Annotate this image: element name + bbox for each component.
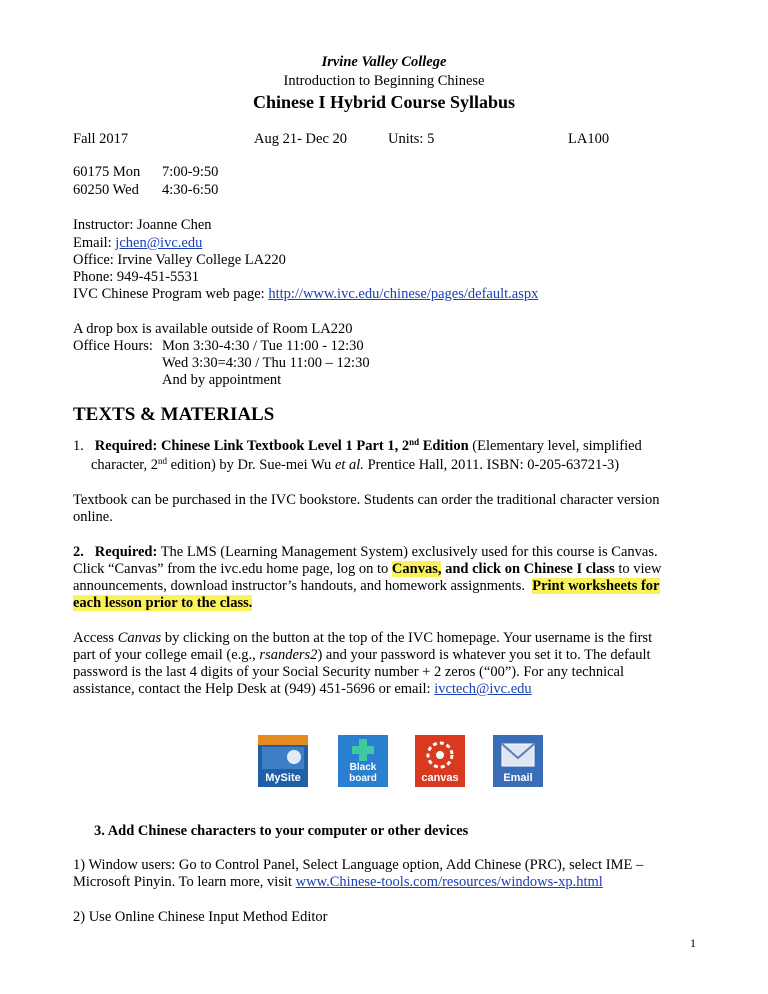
chinese-tools-link[interactable]: www.Chinese-tools.com/resources/windows-xp.html — [295, 874, 603, 890]
item1-line2 — [91, 456, 619, 474]
instructor-email-link[interactable]: jchen@ivc.edu — [115, 235, 203, 251]
email-label: Email: — [73, 235, 112, 251]
access-line — [73, 629, 652, 647]
item2-line4 — [73, 594, 252, 612]
access-text: assistance, contact the Help Desk at (949) 451-5696 or email: — [73, 681, 431, 697]
access-text: part of your college email (e.g., — [73, 647, 256, 663]
web-label: IVC Chinese Program web page: — [73, 286, 265, 302]
section-code: 60250 Wed — [73, 182, 139, 198]
mysite-icon[interactable] — [258, 735, 308, 787]
item-number: 2. — [73, 544, 84, 560]
username-example: rsanders2 — [259, 647, 318, 663]
access-text: Access — [73, 630, 115, 646]
tile-label: canvas — [421, 772, 459, 784]
item2-title: Required: — [94, 544, 158, 560]
access-line: password is the last 4 digits of your Social Security number + 2 zeros (“00”). For any technical — [73, 664, 624, 680]
item1-title-end: Edition — [422, 438, 469, 454]
office-hours-line: And by appointment — [162, 372, 282, 388]
access-text: by clicking on the button at the top of the IVC homepage. Your username is the first — [164, 630, 653, 646]
page-number: 1 — [690, 936, 696, 950]
blackboard-icon[interactable] — [338, 735, 388, 787]
item2-line3 — [73, 577, 660, 595]
access-line — [73, 646, 651, 664]
office-hours-label: Office Hours: — [73, 338, 153, 354]
item2-text: The LMS (Learning Management System) exclusively used for this course is Canvas. — [160, 544, 658, 560]
units: Units: 5 — [388, 131, 435, 147]
program-web-link[interactable]: http://www.ivc.edu/chinese/pages/default.aspx — [268, 286, 539, 302]
phone: Phone: 949-451-5531 — [73, 269, 200, 285]
item2-emphasis: and click on Chinese I class — [445, 561, 615, 577]
worksheet-highlight: Print worksheets for — [532, 578, 660, 594]
canvas-icon[interactable] — [415, 735, 465, 787]
section-time: 4:30-6:50 — [162, 182, 219, 198]
canvas-highlight: Canvas, — [391, 561, 442, 577]
section-code: 60175 Mon — [73, 164, 141, 180]
item2-text: Click “Canvas” from the ivc.edu home page, log on to — [73, 561, 389, 577]
item2-line2 — [73, 560, 661, 578]
item1-etal: et al. — [334, 457, 364, 473]
helpdesk-email-link[interactable]: ivctech@ivc.edu — [434, 681, 532, 697]
section3-text: Microsoft Pinyin. To learn more, visit — [73, 874, 293, 890]
section3-text: 1) Window users: Go to Control Panel, Select Language option, Add Chinese (PRC), select IME – — [73, 857, 644, 873]
access-canvas: Canvas — [117, 630, 162, 646]
access-text: ) and your password is whatever you set it to. The default — [317, 647, 651, 663]
instructor-name: Instructor: Joanne Chen — [73, 217, 212, 233]
dates: Aug 21- Dec 20 — [254, 131, 348, 147]
item1-detail: (Elementary level, simplified — [472, 438, 642, 454]
office: Office: Irvine Valley College LA220 — [73, 252, 286, 268]
item1-text: edition) by Dr. Sue-mei Wu — [170, 457, 332, 473]
bookstore-line: online. — [73, 509, 113, 525]
item2-text: announcements, download instructor’s handouts, and homework assignments. — [73, 578, 525, 594]
section3-text: 2) Use Online Chinese Input Method Editor — [73, 909, 328, 925]
course-intro: Introduction to Beginning Chinese — [283, 73, 485, 89]
section3-heading: 3. Add Chinese characters to your computer or other devices — [94, 823, 469, 839]
superscript: nd — [158, 456, 168, 466]
dropbox-note: A drop box is available outside of Room LA220 — [73, 321, 353, 337]
worksheet-highlight: each lesson prior to the class. — [73, 595, 253, 611]
college-name: Irvine Valley College — [321, 54, 447, 70]
texts-heading: TEXTS & MATERIALS — [73, 404, 275, 425]
office-hours-line: Mon 3:30-4:30 / Tue 11:00 - 12:30 — [162, 338, 364, 354]
item2-text: to view — [618, 561, 662, 577]
term: Fall 2017 — [73, 131, 129, 147]
room: LA100 — [568, 131, 610, 147]
item2-line1 — [73, 543, 658, 561]
tile-label: Black board — [349, 762, 377, 784]
email-icon[interactable] — [493, 735, 543, 787]
item1-line1 — [73, 437, 642, 455]
tile-label: MySite — [265, 772, 301, 784]
item1-text: character, 2 — [91, 457, 159, 473]
program-web-line — [73, 285, 538, 303]
tile-label: Email — [503, 772, 533, 784]
item1-title: Required: Chinese Link Textbook Level 1 Part 1, 2 — [94, 438, 410, 454]
superscript: nd — [409, 437, 420, 447]
section-time: 7:00-9:50 — [162, 164, 219, 180]
office-hours-line: Wed 3:30=4:30 / Thu 11:00 – 12:30 — [162, 355, 370, 371]
bookstore-line: Textbook can be purchased in the IVC bookstore. Students can order the traditional character version — [73, 492, 660, 508]
instructor-email-line — [73, 234, 202, 252]
access-line — [73, 680, 532, 698]
page-title: Chinese I Hybrid Course Syllabus — [252, 92, 516, 112]
item1-text: Prentice Hall, 2011. ISBN: 0-205-63721-3) — [367, 457, 620, 473]
item-number: 1. — [73, 438, 84, 454]
section3-line — [73, 873, 603, 891]
